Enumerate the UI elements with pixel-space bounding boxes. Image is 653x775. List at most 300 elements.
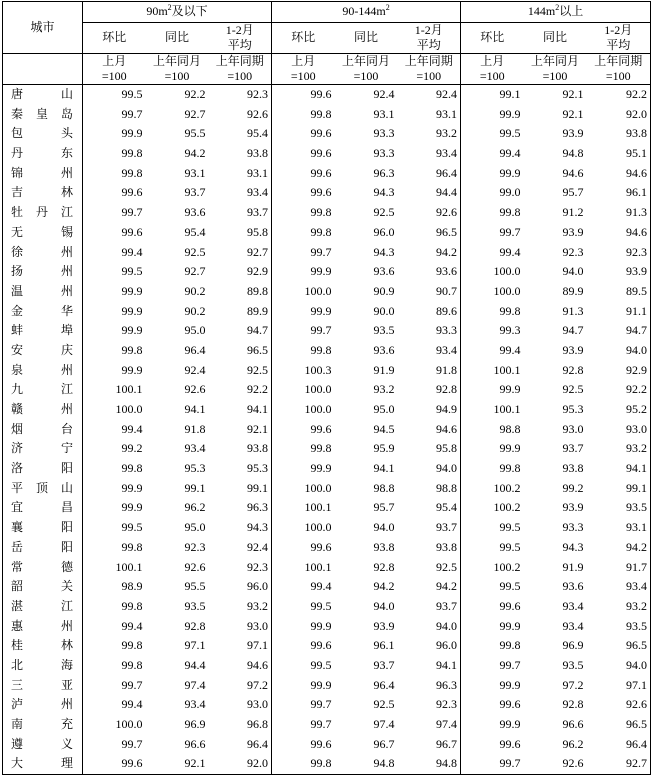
value-cell: 97.2 [247,677,269,692]
value-cell: 91.1 [587,301,651,321]
value-cell: 93.6 [184,205,206,220]
value-cell: 99.4 [83,695,146,715]
value-cell: 99.9 [272,262,335,282]
value-cell: 94.0 [373,520,395,535]
value-cell: 100.0 [272,478,335,498]
value-cell: 99.9 [461,715,524,735]
value-cell: 94.6 [587,163,651,183]
city-name: 九江 [11,382,73,397]
table-row [3,439,651,459]
value-cell: 96.7 [373,736,395,751]
value-cell: 99.9 [461,439,524,459]
value-cell: 99.6 [461,734,524,754]
value-cell: 93.6 [562,579,584,594]
value-cell: 96.1 [587,183,651,203]
value-cell: 92.3 [247,87,269,102]
base-header-yoy [335,53,398,84]
header-row-groups [3,2,651,23]
value-cell: 97.1 [247,638,269,653]
metric-header-avg [398,22,461,53]
value-cell: 95.9 [373,441,395,456]
value-cell: 98.9 [83,577,146,597]
value-cell: 93.9 [562,224,584,239]
value-cell: 99.9 [461,380,524,400]
city-cell [3,163,83,183]
value-cell: 93.7 [436,598,458,613]
base-header-mom [83,53,146,84]
value-cell: 93.5 [587,616,651,636]
city-name: 湛江 [11,598,73,613]
value-cell: 92.2 [587,84,651,104]
base-header-text: 上年同月 [152,53,201,68]
value-cell: 91.9 [562,559,584,574]
city-name: 安庆 [11,342,73,357]
metric-header-text: 同比 [543,30,568,45]
value-cell: 99.6 [83,754,146,774]
value-cell: 93.7 [436,520,458,535]
value-cell: 92.5 [184,244,206,259]
group-header-small: $90m^2$及以下 [83,2,272,23]
value-cell: 92.6 [524,754,587,774]
value-cell: 99.8 [461,203,524,223]
value-cell: 100.0 [272,518,335,538]
value-cell: 93.4 [184,441,206,456]
base-header-text: =100 [164,68,190,83]
value-cell: 96.0 [373,224,395,239]
value-cell: 91.3 [587,203,651,223]
value-cell: 94.0 [587,341,651,361]
metric-header-mom [272,22,335,53]
value-cell: 90.9 [373,283,395,298]
value-cell: 89.8 [247,283,269,298]
value-cell: 94.1 [184,402,206,417]
city-cell [3,498,83,518]
value-cell: 94.3 [373,185,395,200]
city-cell [3,577,83,597]
value-cell: 89.9 [247,303,269,318]
city-cell [3,360,83,380]
value-cell: 92.6 [247,106,269,121]
value-cell: 93.4 [436,342,458,357]
city-cell [3,616,83,636]
metric-header-avg [587,22,651,53]
value-cell: 99.4 [83,616,146,636]
group-header-large: $144m^2$以上 [461,2,651,23]
value-cell: 99.5 [461,577,524,597]
value-cell: 99.6 [272,538,335,558]
city-cell [3,695,83,715]
base-header-yoy [146,53,209,84]
value-cell: 99.6 [272,84,335,104]
value-cell: 99.7 [461,754,524,774]
metric-header-text: 同比 [354,30,379,45]
value-cell: 94.2 [373,579,395,594]
base-header-text: 上月 [291,53,316,68]
value-cell: 93.7 [247,205,269,220]
value-cell: 94.7 [247,323,269,338]
value-cell: 93.9 [562,500,584,515]
metric-header-mom [461,22,524,53]
table-row [3,341,651,361]
value-cell: 100.2 [461,498,524,518]
value-cell: 96.4 [184,342,206,357]
value-cell: 92.6 [587,695,651,715]
value-cell: 95.3 [184,461,206,476]
city-name: 大理 [11,756,73,771]
table-row [3,459,651,479]
base-header-text: =100 [479,68,505,83]
city-name: 桂林 [11,638,73,653]
city-name: 蚌埠 [11,323,73,338]
value-cell: 93.2 [587,597,651,617]
city-cell [3,183,83,203]
metric-header-text: 环比 [102,30,127,45]
value-cell: 95.4 [436,500,458,515]
city-cell [3,656,83,676]
value-cell: 92.4 [373,87,395,102]
value-cell: 99.9 [83,301,146,321]
city-cell [3,301,83,321]
value-cell: 99.4 [461,341,524,361]
table-row [3,419,651,439]
city-cell [3,223,83,243]
table-row [3,360,651,380]
city-cell [3,84,83,104]
base-header-text: 上年同期 [215,53,264,68]
value-cell: 99.7 [461,656,524,676]
header-row-base [3,53,651,84]
value-cell: 100.0 [272,380,335,400]
value-cell: 95.4 [184,224,206,239]
value-cell: 92.3 [587,242,651,262]
value-cell: 94.2 [587,538,651,558]
value-cell: 100.0 [272,400,335,420]
table-row [3,242,651,262]
value-cell: 92.1 [562,106,584,121]
value-cell: 94.4 [184,657,206,672]
value-cell: 96.6 [184,736,206,751]
city-cell [3,597,83,617]
value-cell: 93.7 [562,441,584,456]
value-cell: 92.7 [247,244,269,259]
value-cell: 91.8 [436,362,458,377]
value-cell: 99.8 [272,223,335,243]
value-cell: 99.6 [272,183,335,203]
value-cell: 99.8 [83,341,146,361]
table-row [3,183,651,203]
city-cell [3,478,83,498]
base-header-text: 上年同月 [531,53,580,68]
value-cell: 94.6 [562,165,584,180]
city-name: 惠州 [11,618,73,633]
city-name: 扬州 [11,264,73,279]
value-cell: 94.3 [247,520,269,535]
value-cell: 93.0 [247,618,269,633]
value-cell: 99.8 [83,636,146,656]
value-cell: 99.9 [272,459,335,479]
city-cell [3,439,83,459]
metric-header-text: 平均 [416,37,441,52]
value-cell: 94.8 [398,754,461,774]
value-cell: 99.1 [184,480,206,495]
city-cell [3,636,83,656]
value-cell: 92.8 [373,559,395,574]
metric-header-text: 环比 [480,30,505,45]
value-cell: 92.1 [562,87,584,102]
value-cell: 93.5 [562,657,584,672]
value-cell: 93.6 [373,342,395,357]
city-cell [3,341,83,361]
value-cell: 89.6 [436,303,458,318]
base-header-mom [461,53,524,84]
value-cell: 93.3 [373,146,395,161]
value-cell: 99.6 [461,695,524,715]
value-cell: 93.5 [184,598,206,613]
value-cell: 96.7 [436,736,458,751]
value-cell: 92.8 [562,362,584,377]
value-cell: 93.4 [562,618,584,633]
value-cell: 99.3 [461,321,524,341]
value-cell: 99.4 [83,419,146,439]
table-row [3,478,651,498]
city-cell [3,459,83,479]
city-name: 烟台 [11,421,73,436]
city-name: 金华 [11,303,73,318]
metric-header-text: 平均 [606,37,631,52]
city-name: 温州 [11,283,73,298]
value-cell: 93.1 [587,518,651,538]
value-cell: 95.4 [247,126,269,141]
value-cell: 89.5 [587,282,651,302]
value-cell: 94.7 [562,323,584,338]
value-cell: 99.8 [272,104,335,124]
base-header-text: =100 [353,68,379,83]
value-cell: 93.8 [247,146,269,161]
value-cell: 94.8 [335,754,398,774]
value-cell: 99.6 [272,124,335,144]
value-cell: 99.5 [83,84,146,104]
value-cell: 93.1 [436,106,458,121]
table-row [3,262,651,282]
value-cell: 99.8 [272,341,335,361]
city-name: 丹东 [11,146,73,161]
base-header-text: 上年同期 [594,53,643,68]
value-cell: 93.7 [373,657,395,672]
value-cell: 99.8 [83,597,146,617]
value-cell: 99.6 [272,163,335,183]
value-cell: 93.3 [373,126,395,141]
value-cell: 92.2 [247,382,269,397]
city-name: 韶关 [11,579,73,594]
value-cell: 97.1 [184,638,206,653]
base-header-text: =100 [101,68,127,83]
value-cell: 99.7 [461,223,524,243]
value-cell: 99.2 [562,480,584,495]
base-header-avg [209,53,272,84]
value-cell: 99.8 [461,459,524,479]
value-cell: 99.1 [587,478,651,498]
value-cell: 96.8 [247,717,269,732]
value-cell: 92.6 [436,205,458,220]
value-cell: 96.5 [436,224,458,239]
value-cell: 99.5 [272,656,335,676]
value-cell: 94.9 [436,402,458,417]
value-cell: 99.7 [272,242,335,262]
value-cell: 92.3 [562,244,584,259]
value-cell: 93.8 [562,461,584,476]
value-cell: 100.1 [272,557,335,577]
value-cell: 94.2 [184,146,206,161]
value-cell: 99.9 [461,675,524,695]
value-cell: 99.9 [272,675,335,695]
value-cell: 100.1 [461,400,524,420]
city-name: 洛阳 [11,461,73,476]
value-cell: 99.8 [272,439,335,459]
value-cell: 93.8 [436,539,458,554]
value-cell: 93.3 [562,520,584,535]
value-cell: 96.5 [587,636,651,656]
value-cell: 95.8 [436,441,458,456]
base-header-text: 上月 [102,53,127,68]
value-cell: 92.8 [184,618,206,633]
value-cell: 92.1 [146,754,209,774]
value-cell: 99.6 [272,419,335,439]
value-cell: 95.7 [373,500,395,515]
value-cell: 92.5 [373,205,395,220]
base-header-text: =100 [542,68,568,83]
value-cell: 96.5 [247,342,269,357]
value-cell: 96.9 [562,638,584,653]
value-cell: 99.9 [461,616,524,636]
value-cell: 94.7 [587,321,651,341]
value-cell: 93.1 [247,165,269,180]
city-cell [3,419,83,439]
base-header-avg [398,53,461,84]
metric-header-avg [209,22,272,53]
city-name: 徐州 [11,244,73,259]
value-cell: 99.9 [83,282,146,302]
base-header-text: =100 [605,68,631,83]
value-cell: 100.1 [272,498,335,518]
table-row [3,400,651,420]
value-cell: 92.8 [436,382,458,397]
table-row [3,754,651,774]
table-row [3,321,651,341]
value-cell: 92.4 [184,362,206,377]
value-cell: 94.1 [373,461,395,476]
value-cell: 99.9 [83,360,146,380]
value-cell: 93.5 [373,323,395,338]
table-row [3,597,651,617]
value-cell: 97.1 [587,675,651,695]
value-cell: 99.8 [461,636,524,656]
value-cell: 99.6 [272,144,335,164]
table-row [3,203,651,223]
value-cell: 99.5 [272,597,335,617]
city-name: 秦皇岛 [11,106,73,121]
value-cell: 99.2 [83,439,146,459]
value-cell: 100.0 [461,262,524,282]
value-cell: 100.2 [461,478,524,498]
value-cell: 93.4 [247,185,269,200]
value-cell: 92.9 [247,264,269,279]
base-header-text: 上月 [480,53,505,68]
table-row [3,675,651,695]
value-cell: 92.0 [587,104,651,124]
city-cell [3,538,83,558]
value-cell: 96.4 [373,677,395,692]
city-name: 南充 [11,717,73,732]
value-cell: 96.5 [587,715,651,735]
value-cell: 99.4 [461,144,524,164]
value-cell: 99.7 [272,321,335,341]
value-cell: 95.3 [247,461,269,476]
value-cell: 99.6 [461,597,524,617]
value-cell: 99.5 [461,124,524,144]
city-name: 遵义 [11,736,73,751]
table-row [3,144,651,164]
value-cell: 98.8 [461,419,524,439]
value-cell: 92.5 [562,382,584,397]
value-cell: 94.3 [373,244,395,259]
city-name: 吉林 [11,185,73,200]
value-cell: 99.4 [83,242,146,262]
city-name: 唐山 [11,87,73,102]
value-cell: 92.3 [436,697,458,712]
value-cell: 99.8 [461,301,524,321]
value-cell: 92.7 [184,106,206,121]
value-cell: 93.4 [587,577,651,597]
value-cell: 93.2 [436,126,458,141]
table-row [3,656,651,676]
value-cell: 95.2 [587,400,651,420]
value-cell: 99.4 [461,242,524,262]
city-name: 襄阳 [11,520,73,535]
value-cell: 99.8 [83,459,146,479]
value-cell: 99.7 [83,734,146,754]
value-cell: 99.8 [272,754,335,774]
value-cell: 94.5 [373,421,395,436]
value-cell: 95.0 [184,323,206,338]
value-cell: 99.5 [461,518,524,538]
value-cell: 99.8 [83,538,146,558]
metric-header-text: 1-2月 [604,22,633,37]
city-cell [3,675,83,695]
value-cell: 96.3 [436,677,458,692]
value-cell: 94.8 [562,146,584,161]
value-cell: 97.4 [184,677,206,692]
value-cell: 96.2 [184,500,206,515]
table-row [3,577,651,597]
value-cell: 93.1 [373,106,395,121]
value-cell: 99.5 [83,518,146,538]
table-row [3,163,651,183]
city-name: 岳阳 [11,539,73,554]
value-cell: 92.7 [587,754,651,774]
value-cell: 99.9 [83,124,146,144]
value-cell: 100.2 [461,557,524,577]
value-cell: 98.8 [436,480,458,495]
value-cell: 93.6 [373,264,395,279]
value-cell: 99.8 [83,163,146,183]
value-cell: 99.5 [461,538,524,558]
value-cell: 94.6 [247,657,269,672]
value-cell: 92.7 [184,264,206,279]
value-cell: 92.6 [184,382,206,397]
city-cell [3,754,83,774]
value-cell: 92.2 [184,87,206,102]
value-cell: 99.4 [272,577,335,597]
